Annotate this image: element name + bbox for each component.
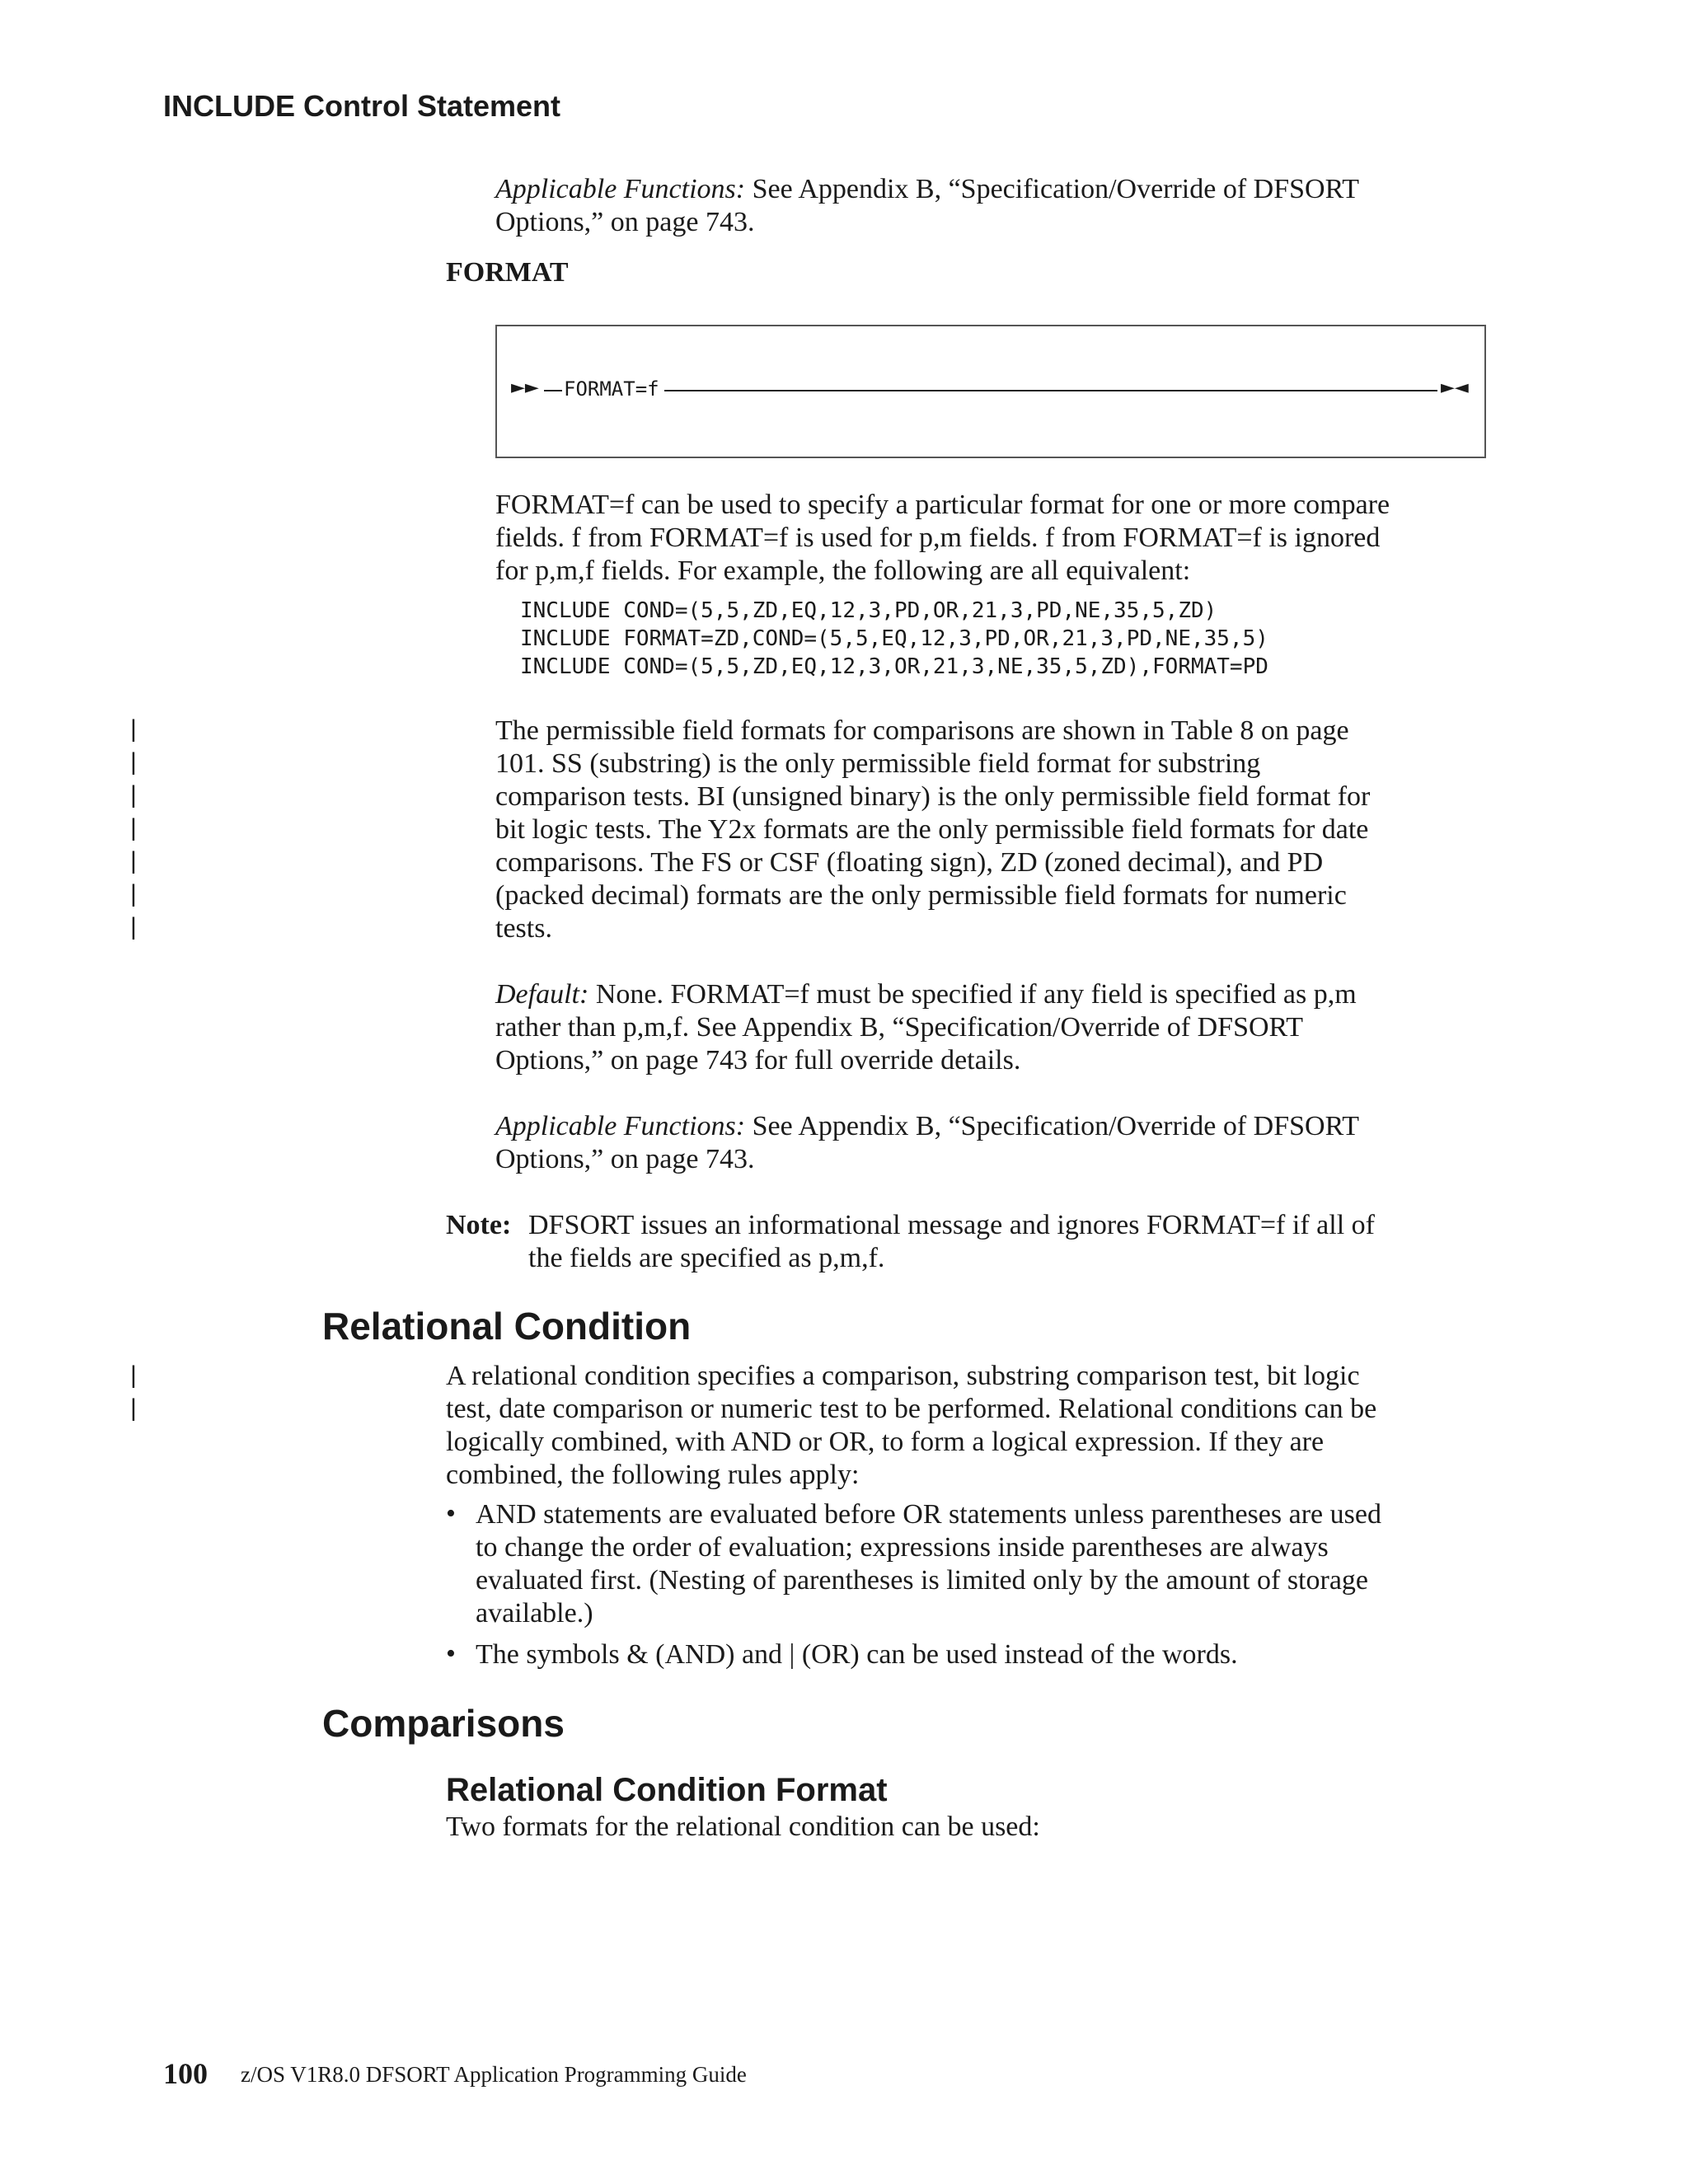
format-para1-line1: FORMAT=f can be used to specify a particular format for one or more compare: [495, 490, 1390, 520]
format-para2-line3: comparison tests. BI (unsigned binary) is the only permissible field format for: [495, 781, 1371, 812]
applicable-label: Applicable Functions:: [495, 1111, 746, 1141]
format-para2-line7: tests.: [495, 913, 552, 944]
format-para2-line1: The permissible field formats for comparisons are shown in Table 8 on page: [495, 715, 1349, 746]
bullet1-line3: evaluated first. (Nesting of parentheses is limited only by the amount of storage: [476, 1565, 1369, 1596]
bullet2-line1: The symbols & (AND) and | (OR) can be used instead of the words.: [476, 1639, 1238, 1670]
format-para2-line6: (packed decimal) formats are the only permissible field formats for numeric: [495, 880, 1347, 911]
applicable-text: See Appendix B, “Specification/Override of DFSORT: [752, 1111, 1359, 1141]
change-bar: |: [130, 1361, 137, 1389]
default-label: Default:: [495, 979, 589, 1010]
comparisons-intro: Two formats for the relational condition can be used:: [446, 1811, 1040, 1842]
change-bar: |: [130, 814, 137, 841]
bullet-marker: •: [446, 1498, 456, 1529]
top-applicable-line2: Options,” on page 743.: [495, 207, 755, 237]
syntax-keyword: FORMAT=f: [564, 377, 659, 401]
note-line1: DFSORT issues an informational message and ignores FORMAT=f if all of: [528, 1210, 1375, 1240]
default-text: None. FORMAT=f must be specified if any field is specified as p,m: [595, 979, 1357, 1010]
footer-title: z/OS V1R8.0 DFSORT Application Programming Guide: [241, 2062, 747, 2087]
change-bar: |: [130, 781, 137, 808]
running-head: INCLUDE Control Statement: [163, 89, 561, 123]
code-line-1: INCLUDE COND=(5,5,ZD,EQ,12,3,PD,OR,21,3,PD,NE,35,5,ZD): [520, 598, 1217, 623]
bullet-marker: •: [446, 1638, 456, 1669]
comparisons-heading: Comparisons: [322, 1702, 565, 1745]
default-line1: [495, 978, 1357, 1011]
top-applicable-line1: [495, 173, 1359, 206]
syntax-line-left: [544, 390, 562, 391]
syntax-start-symbol: ►►: [511, 377, 539, 398]
code-line-2: INCLUDE FORMAT=ZD,COND=(5,5,EQ,12,3,PD,OR,21,3,PD,NE,35,5): [520, 626, 1268, 651]
bullet1-line4: available.): [476, 1598, 593, 1629]
syntax-end-symbol: ►◄: [1441, 377, 1469, 398]
change-bar: |: [130, 847, 137, 874]
format-heading: FORMAT: [446, 257, 569, 288]
code-line-3: INCLUDE COND=(5,5,ZD,EQ,12,3,OR,21,3,NE,35,5,ZD),FORMAT=PD: [520, 654, 1268, 679]
bullet1-line1: AND statements are evaluated before OR statements unless parentheses are used: [476, 1499, 1381, 1530]
default-line2: rather than p,m,f. See Appendix B, “Specification/Override of DFSORT: [495, 1012, 1303, 1043]
change-bar: |: [130, 748, 137, 776]
applicable-line1: [495, 1110, 1359, 1143]
applicable-line2: Options,” on page 743.: [495, 1144, 755, 1174]
format-para1-line3: for p,m,f fields. For example, the following are all equivalent:: [495, 555, 1191, 586]
applicable-text: See Appendix B, “Specification/Override of DFSORT: [752, 174, 1359, 204]
format-para1-line2: fields. f from FORMAT=f is used for p,m fields. f from FORMAT=f is ignored: [495, 523, 1381, 553]
change-bar: |: [130, 715, 137, 743]
syntax-diagram: [511, 377, 1470, 402]
change-bar: |: [130, 913, 137, 940]
note-line2: the fields are specified as p,m,f.: [528, 1243, 885, 1273]
syntax-line-right: [664, 390, 1437, 391]
relational-para-line4: combined, the following rules apply:: [446, 1460, 860, 1490]
applicable-label: Applicable Functions:: [495, 174, 746, 204]
format-para2-line5: comparisons. The FS or CSF (floating sign), ZD (zoned decimal), and PD: [495, 847, 1324, 878]
relational-condition-heading: Relational Condition: [322, 1305, 692, 1347]
note-label: Note:: [446, 1210, 512, 1240]
relational-condition-format-heading: Relational Condition Format: [446, 1772, 888, 1808]
default-line3: Options,” on page 743 for full override details.: [495, 1045, 1021, 1076]
relational-para-line1: A relational condition specifies a comparison, substring comparison test, bit logic: [446, 1361, 1360, 1391]
change-bar: |: [130, 880, 137, 907]
format-para2-line2: 101. SS (substring) is the only permissible field format for substring: [495, 748, 1261, 779]
relational-para-line2: test, date comparison or numeric test to be performed. Relational conditions can be: [446, 1394, 1377, 1424]
change-bar: |: [130, 1394, 137, 1422]
relational-para-line3: logically combined, with AND or OR, to form a logical expression. If they are: [446, 1427, 1325, 1457]
bullet1-line2: to change the order of evaluation; expressions inside parentheses are always: [476, 1532, 1329, 1563]
page-number: 100: [163, 2057, 208, 2090]
format-para2-line4: bit logic tests. The Y2x formats are the only permissible field formats for date: [495, 814, 1369, 845]
